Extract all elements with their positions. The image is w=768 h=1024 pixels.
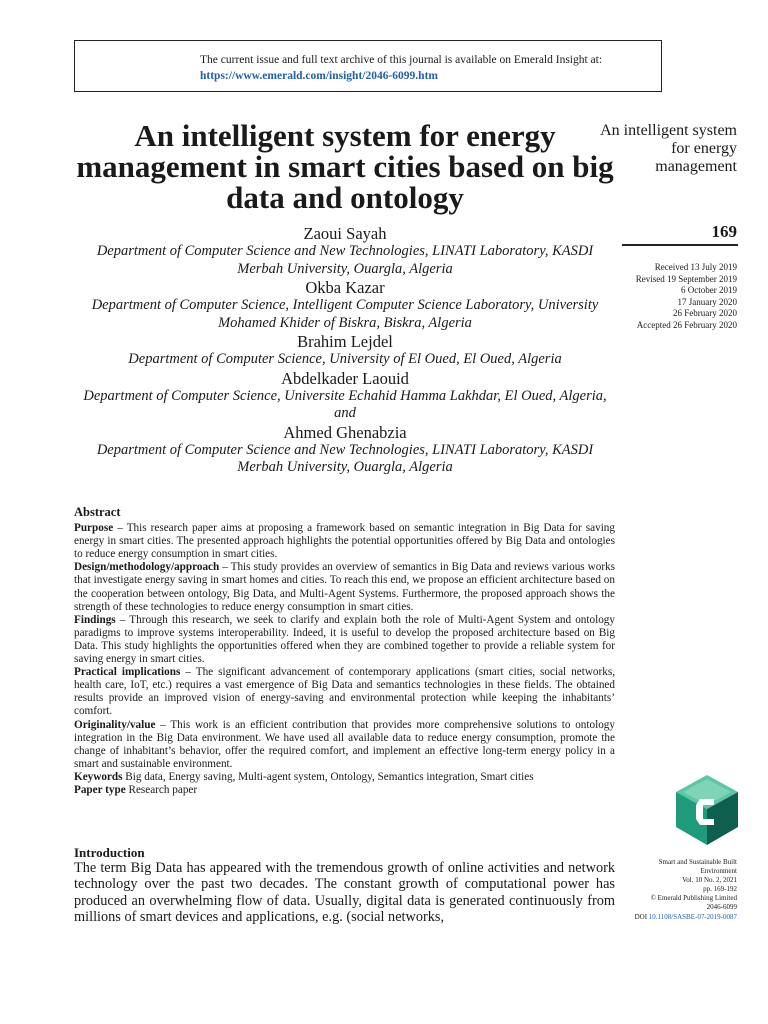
section-label: Findings	[74, 613, 116, 626]
abstract	[74, 506, 615, 797]
journal-issn: 2046-6099	[706, 903, 737, 912]
date-revised: 17 January 2020	[677, 296, 737, 307]
section-label: Practical implications	[74, 666, 181, 679]
author-name: Ahmed Ghenabzia	[283, 422, 407, 442]
introduction-section	[74, 846, 615, 925]
archive-notice-text: The current issue and full text archive of this journal is available on Emerald Insight at:	[200, 54, 603, 66]
keywords	[74, 771, 615, 784]
abstract-findings	[74, 614, 615, 666]
section-text: – This work is an efficient contribution that provides more comprehensive solutions to ontology integration in the Big Data environment. We have used all available data to reduce energy consumption, promote the change of inhabitant’s behavior, offer the required comfort, and implement an effective long-term energy policy in a smart and sustainable environment.	[74, 718, 615, 770]
paper-type-label: Paper type	[74, 783, 126, 796]
keywords-text: Big data, Energy saving, Multi-agent system, Ontology, Semantics integration, Smart cities	[122, 770, 534, 783]
margin-rule	[622, 244, 738, 246]
author-name: Abdelkader Laouid	[281, 368, 409, 388]
abstract-design	[74, 561, 615, 613]
introduction-heading: Introduction	[74, 845, 145, 860]
abstract-originality	[74, 719, 615, 771]
journal-volume: Vol. 10 No. 2, 2021	[682, 876, 737, 885]
abstract-purpose	[74, 522, 615, 561]
author-affiliation: Department of Computer Science and New Technologies, LINATI Laboratory, KASDI Merbah University, Ouargla, Algeria	[96, 243, 594, 277]
journal-archive-banner	[74, 40, 662, 92]
author-affiliation: Department of Computer Science, Universite Echahid Hamma Lakhdar, El Oued, Algeria, and	[83, 387, 607, 421]
author-name: Zaoui Sayah	[303, 224, 387, 243]
page-number: 169	[711, 222, 737, 241]
journal-link[interactable]: https://www.emerald.com/insight/2046-6099.htm	[200, 70, 438, 82]
author-affiliation: Department of Computer Science, Intelligent Computer Science Laboratory, University Mohamed Khider of Biskra, Biskra, Algeria	[91, 297, 599, 331]
journal-pages: pp. 169-192	[703, 885, 737, 894]
doi-label: DOI	[634, 912, 649, 921]
paper-type	[74, 784, 615, 797]
running-head: An intelligent system for energy management	[600, 122, 737, 175]
abstract-practical	[74, 666, 615, 718]
author-name: Okba Kazar	[305, 278, 385, 297]
section-label: Design/methodology/approach	[74, 561, 220, 574]
keywords-label: Keywords	[74, 770, 123, 783]
section-text: – This study provides an overview of semantics in Big Data and reviews various works that investigate energy saving in smart homes and cities. To reach this end, we propose an efficient architecture based on the cooperation between ontology, Big Data, and Multi-Agent Systems. Furthermore, the proposed approach shows the strength of these technologies to reduce energy consumption in smart cities.	[74, 561, 615, 613]
section-label: Purpose	[74, 522, 114, 535]
emerald-cube-logo-icon	[676, 775, 738, 845]
date-revised: 6 October 2019	[681, 285, 737, 295]
date-revised: Revised 19 September 2019	[635, 273, 737, 284]
journal-name: Environment	[700, 867, 737, 876]
journal-copyright: © Emerald Publishing Limited	[650, 894, 737, 903]
section-text: – Through this research, we seek to clarify and explain both the role of Multi-Agent System and ontology paradigms to improve systems interoperability. Indeed, it is useful to develop the proposed architecture based on Big Data. This study highlights the opportunities offered when they are combined together to provide a reliable system for saving energy in smart cities.	[74, 613, 615, 666]
date-accepted: Accepted 26 February 2020	[636, 319, 737, 330]
author-affiliation: Department of Computer Science and New Technologies, LINATI Laboratory, KASDI Merbah University, Ouargla, Algeria	[96, 441, 594, 475]
doi-link[interactable]: 10.1108/SASBE-07-2019-0087	[648, 912, 737, 921]
journal-info	[610, 858, 737, 922]
introduction-text: The term Big Data has appeared with the tremendous growth of online activities and network technology over the past two decades. The constant growth of computational power has produced an overwhelming flow of data. Usually, digital data is generated continuously from millions of smart devices and applications, e.g. (social networks,	[74, 860, 615, 925]
section-text: – The significant advancement of contemporary applications (smart cities, social networks, health care, IoT, etc.) requires a vast emergence of Big Data and semantics technologies in these fields. The obtained results provide an improved vision of energy-saving and environmental protection while keeping the inhabitants’ comfort.	[74, 666, 615, 718]
article-history	[600, 262, 737, 331]
date-received: Received 13 July 2019	[654, 262, 737, 272]
journal-name: Smart and Sustainable Built	[658, 858, 737, 866]
section-label: Originality/value	[74, 718, 156, 731]
date-revised: 26 February 2020	[673, 308, 737, 318]
section-text: – This research paper aims at proposing a framework based on semantic integration in Big Data for saving energy in smart cities. The presented approach highlights the potential opportunities offered by Big Data and ontologies to reduce energy consumption in smart cities.	[74, 522, 615, 561]
paper-title: An intelligent system for energy management in smart cities based on big data and ontology	[76, 118, 614, 215]
author-affiliation: Department of Computer Science, University of El Oued, El Oued, Algeria	[128, 351, 562, 367]
journal-doi	[610, 913, 737, 922]
author-list	[74, 224, 616, 477]
paper-type-text: Research paper	[125, 783, 198, 796]
author-name: Brahim Lejdel	[297, 332, 393, 351]
abstract-heading: Abstract	[74, 505, 121, 519]
